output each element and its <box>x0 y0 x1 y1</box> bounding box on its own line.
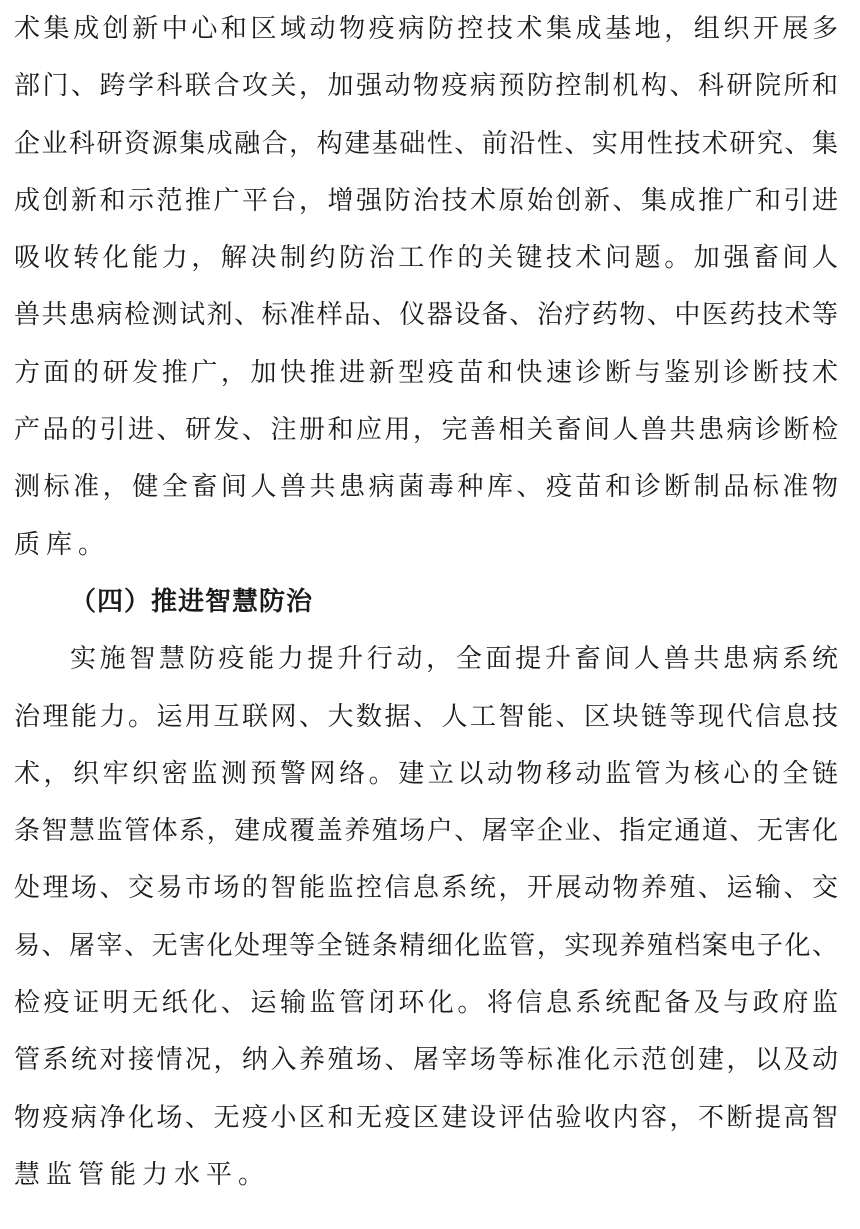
paragraph2-line-4: 条智慧监管体系，建成覆盖养殖场户、屠宰企业、指定通道、无害化 <box>14 816 838 847</box>
paragraph1-line-10: 质库。 <box>14 529 111 560</box>
paragraph2-line-10: 慧监管能力水平。 <box>14 1159 271 1190</box>
paragraph1-line-8: 产品的引进、研发、注册和应用，完善相关畜间人兽共患病诊断检 <box>14 415 838 446</box>
paragraph2-line-3: 术，织牢织密监测预警网络。建立以动物移动监管为核心的全链 <box>14 758 838 789</box>
paragraph2-line-8: 管系统对接情况，纳入养殖场、屠宰场等标准化示范创建，以及动 <box>14 1045 838 1076</box>
paragraph2-line-9: 物疫病净化场、无疫小区和无疫区建设评估验收内容，不断提高智 <box>14 1102 838 1133</box>
paragraph2-line-2: 治理能力。运用互联网、大数据、人工智能、区块链等现代信息技 <box>14 701 838 732</box>
section-heading: （四）推进智慧防治 <box>70 586 314 617</box>
paragraph1-line-2: 部门、跨学科联合攻关，加强动物疫病预防控制机构、科研院所和 <box>14 71 838 102</box>
paragraph2-line-5: 处理场、交易市场的智能监控信息系统，开展动物养殖、运输、交 <box>14 873 838 904</box>
paragraph1-line-5: 吸收转化能力，解决制约防治工作的关键技术问题。加强畜间人 <box>14 243 838 274</box>
paragraph1-line-3: 企业科研资源集成融合，构建基础性、前沿性、实用性技术研究、集 <box>14 128 838 159</box>
paragraph1-line-4: 成创新和示范推广平台，增强防治技术原始创新、集成推广和引进 <box>14 185 838 216</box>
paragraph1-line-9: 测标准，健全畜间人兽共患病菌毒种库、疫苗和诊断制品标准物 <box>14 472 838 503</box>
paragraph2-line-6: 易、屠宰、无害化处理等全链条精细化监管，实现养殖档案电子化、 <box>14 930 838 961</box>
paragraph2-line-1: 实施智慧防疫能力提升行动，全面提升畜间人兽共患病系统 <box>70 644 838 675</box>
paragraph1-line-1: 术集成创新中心和区域动物疫病防控技术集成基地，组织开展多 <box>14 14 838 44</box>
paragraph1-line-7: 方面的研发推广，加快推进新型疫苗和快速诊断与鉴别诊断技术 <box>14 357 838 388</box>
paragraph1-line-6: 兽共患病检测试剂、标准样品、仪器设备、治疗药物、中医药技术等 <box>14 300 838 331</box>
paragraph2-line-7: 检疫证明无纸化、运输监管闭环化。将信息系统配备及与政府监 <box>14 988 838 1019</box>
